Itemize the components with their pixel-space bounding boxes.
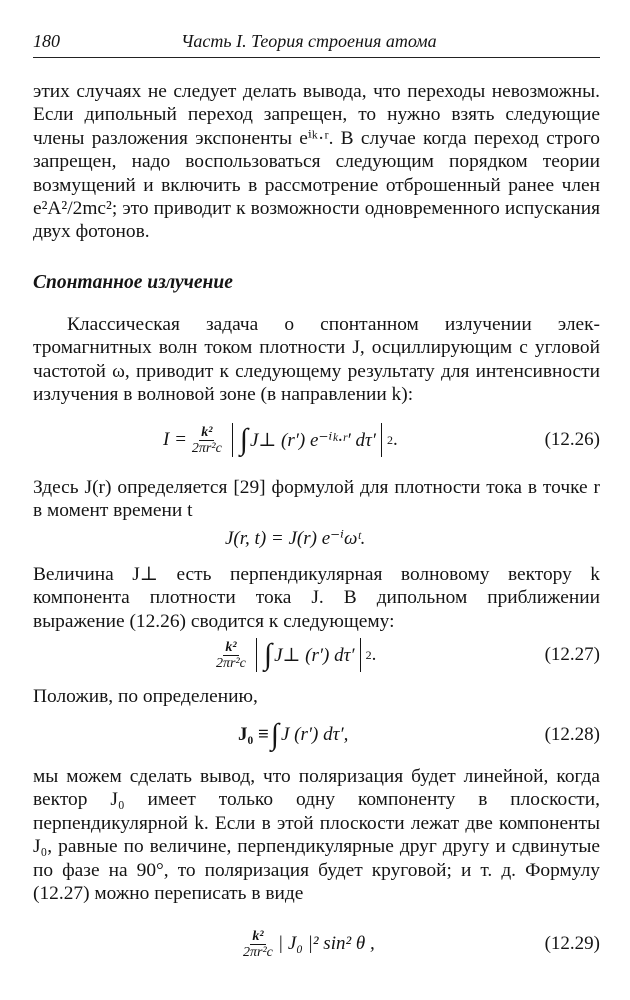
eq28-lhs: J₀ ≡ [238, 724, 269, 745]
eq26-fraction [190, 425, 224, 456]
abs-bar-right [360, 638, 361, 672]
equation-current-time [33, 518, 600, 558]
section-title: Спонтанное излучение [33, 272, 233, 293]
equation-12-27: $\frac{\text{k²}}{\text{2πr²c}}$ ∫ J⊥ (r′) dτ′ 2 . (12.27) [33, 635, 600, 675]
paragraph-4: Величина J⊥ есть перпендикулярная волновому вектору k компонента плотности тока J. В дипольном приближении выражение (12.26) сводится к следующему: [33, 564, 600, 632]
paragraph-6: мы можем сделать вывод, что поляризация будет линейной, когда вектор J₀ имеет только одну компоненту в плоскости, перпендикулярной k. Если в этой плоскости лежат две компоненты J₀, равные по величине, перпендикулярные друг другу и сдвинутые по фазе на 90°, то поляризация будет круговой; и т. д. Формулу (12.27) можно переписать в виде [33, 766, 600, 905]
eq28-number: (12.28) [544, 724, 600, 745]
integral-sign: ∫ [239, 423, 248, 456]
eq29-frac-den: 2πr²c [243, 944, 273, 960]
eq27-number: (12.27) [544, 644, 600, 665]
integral-sign: ∫ [263, 638, 273, 671]
eq29-body: | J₀ |² sin² θ , [277, 933, 375, 954]
eq27-frac-num: k² [225, 639, 237, 655]
eq29-frac-num: k² [252, 928, 264, 944]
equation-12-26: I = $\frac{\text{k²}}{\text{2πr²c}}$ ∫ J⊥ (r′) e⁻ⁱᵏ·ʳ′ dτ′ 2 . (12.26) [33, 420, 600, 460]
header-rule [33, 57, 600, 58]
eq27-frac-den: 2πr²c [216, 655, 246, 671]
eq26-exponent: 2 [386, 432, 393, 447]
eq-time-text: J(r, t) = J(r) e⁻ⁱωᵗ. [225, 527, 366, 549]
equation-12-28 [33, 715, 600, 755]
eq26-lhs: I = [163, 429, 187, 450]
abs-bar-right [381, 423, 382, 457]
eq26-number: (12.26) [544, 429, 600, 450]
book-page [33, 0, 600, 1000]
paragraph-5: Положив, по определению, [33, 686, 258, 707]
abs-bar-left [256, 638, 257, 672]
paragraph-3: Здесь J(r) определяется [29] формулой для плотности тока в точке r в момент времени t [33, 477, 600, 522]
eq27-integrand: J⊥ (r′) dτ′ [274, 644, 355, 666]
eq26-frac-den: 2πr²c [191, 440, 222, 456]
eq28-integrand: J (r′) dτ′, [281, 724, 349, 745]
running-head [33, 31, 600, 55]
abs-bar-left [232, 423, 233, 457]
integral-sign: ∫ [270, 718, 279, 751]
eq27-exponent: 2 [365, 647, 372, 662]
eq27-fraction [214, 640, 248, 671]
eq26-frac-num: k² [201, 424, 213, 440]
eq26-integrand: J⊥ (r′) e⁻ⁱᵏ·ʳ′ dτ′ [250, 429, 376, 451]
equation-12-29 [33, 924, 600, 964]
page-number: 180 [33, 31, 60, 51]
paragraph-1: этих случаях не следует делать вывода, что переходы невозможны. Если дипольный переход запрещен, то нужно взять следующие члены разложения экспоненты eⁱᵏ·ʳ. В случае когда переход строго запрещен, надо воспользоваться следующим порядком теории возмущений и включить в рассмотрение отброшенный ранее член e²A²/2mc²; это приводит к возможности одновременного испускания двух фотонов. [33, 81, 600, 243]
eq29-number: (12.29) [544, 933, 600, 954]
running-title: Часть I. Теория строения атома [181, 31, 437, 51]
eq29-fraction [241, 929, 275, 960]
paragraph-2: Классическая задача о спонтанном излучении электромагнитных волн током плотности J, осциллирующим с угловой частотой ω, приводит к следующему результату для интенсивности излучения в волновой зоне (в направлении k): [33, 314, 600, 406]
